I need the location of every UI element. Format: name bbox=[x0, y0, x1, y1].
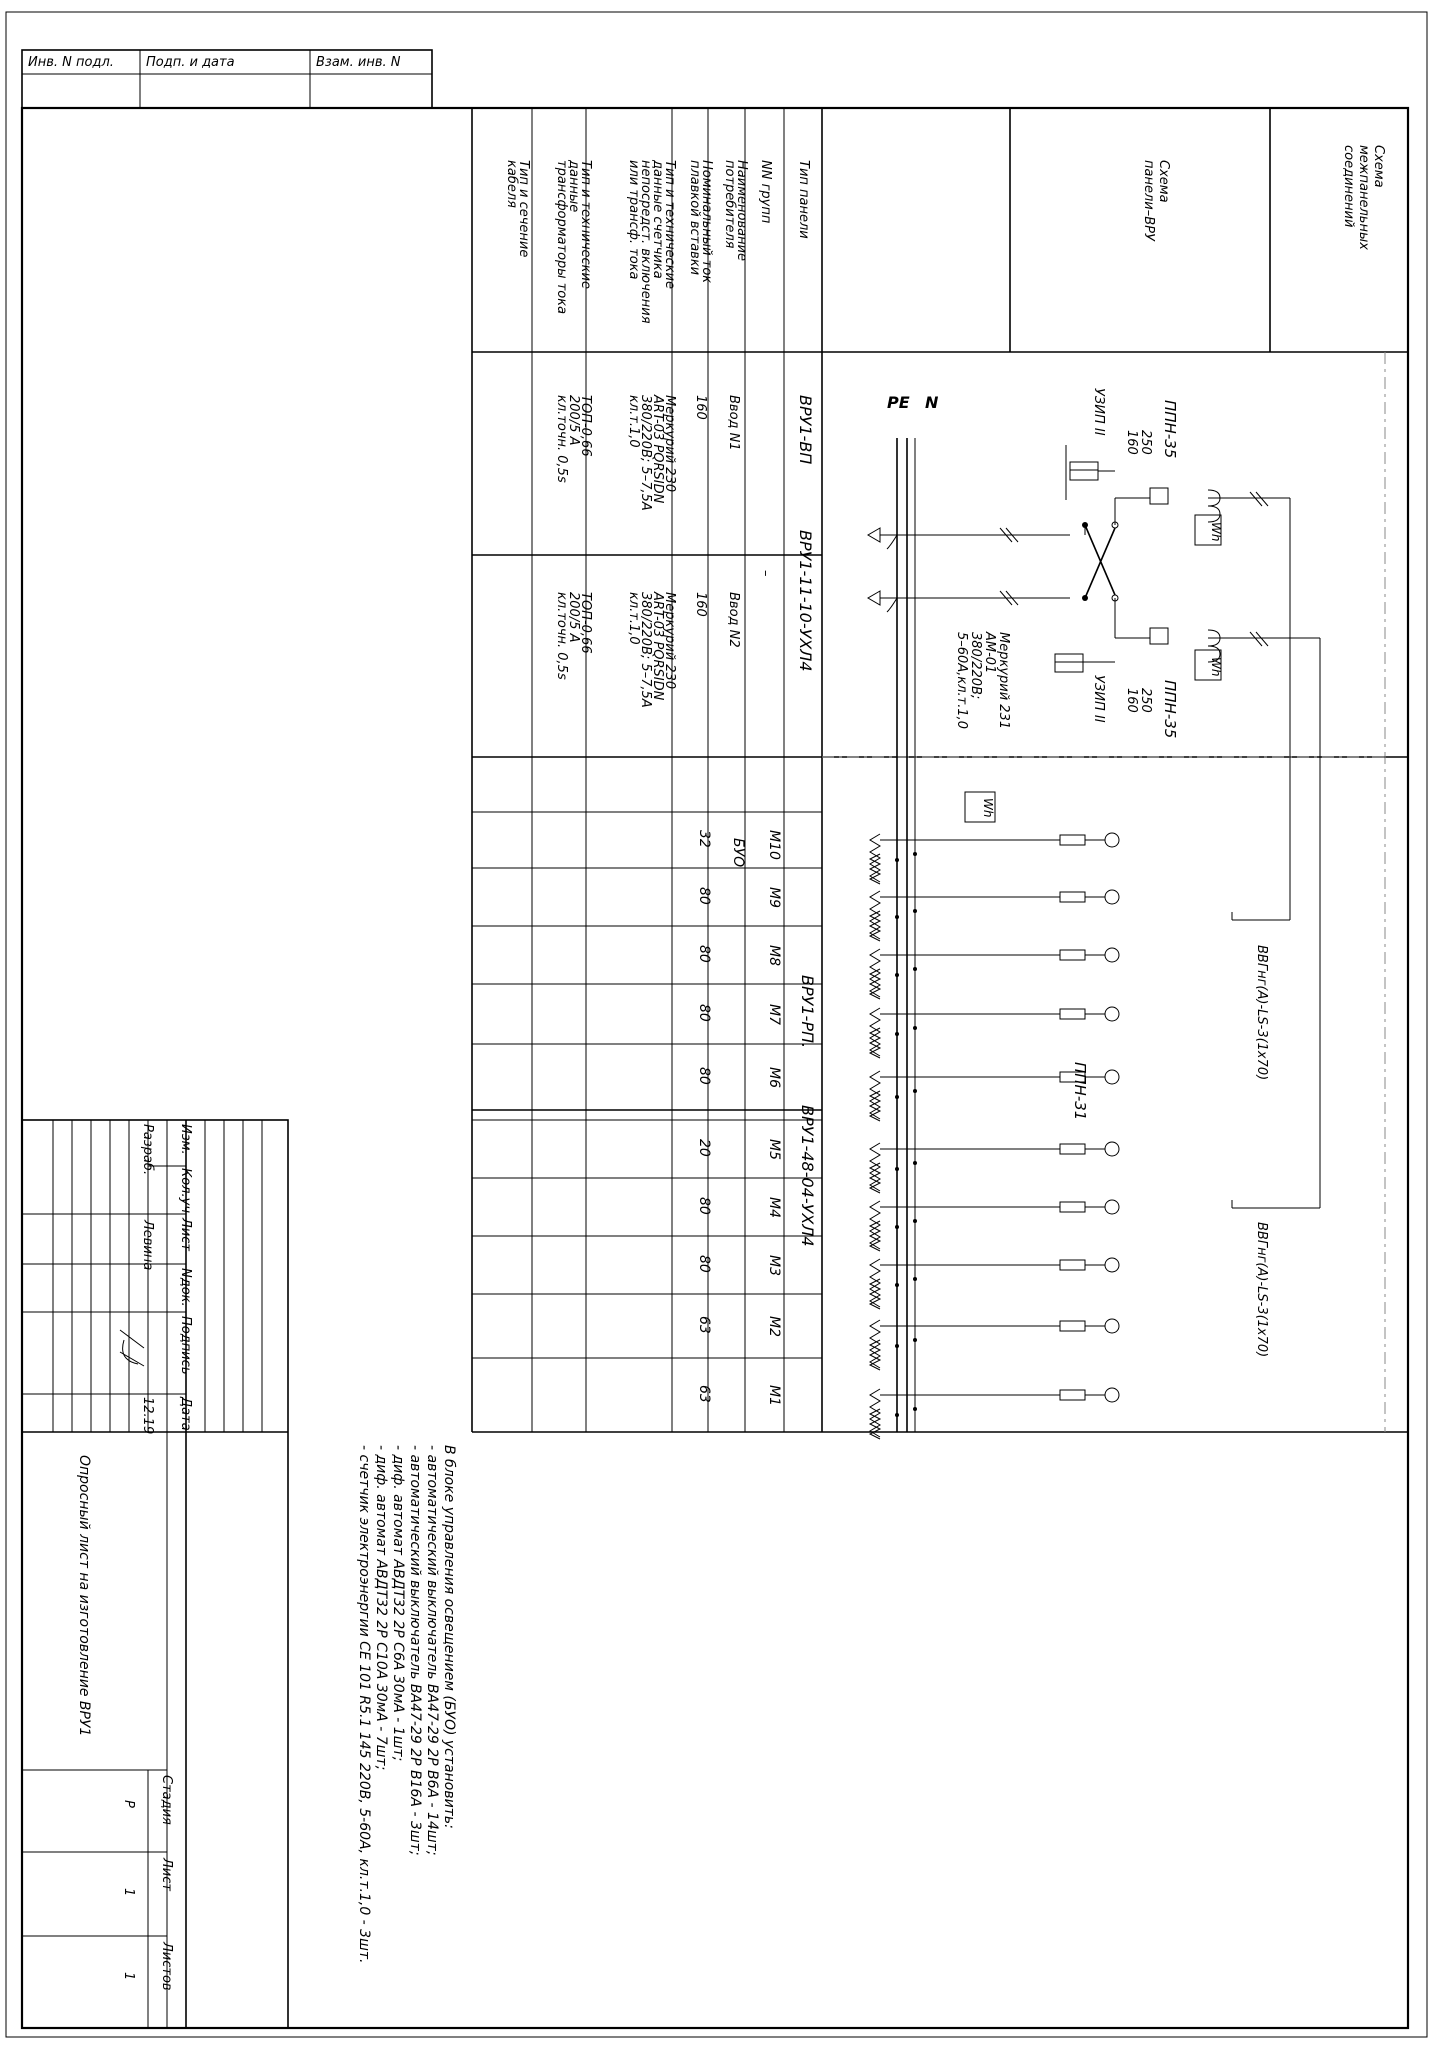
tb-listov: Листов bbox=[159, 1942, 174, 1991]
tb-razrab: Разраб. bbox=[140, 1124, 155, 1176]
rp-group-3: М7 bbox=[766, 1004, 782, 1025]
header-tt-2: данные bbox=[566, 160, 581, 213]
header-schema-conn-2: межпанельных bbox=[1356, 145, 1371, 250]
rp-group-2: М8 bbox=[766, 945, 782, 966]
input-dash: – bbox=[758, 570, 773, 577]
bus-n-label: N bbox=[925, 393, 939, 412]
stamp-inv-podl: Инв. N подл. bbox=[28, 55, 114, 70]
bus-pe-label: PE bbox=[887, 393, 910, 412]
drawing-frame bbox=[22, 108, 1408, 2028]
feeder-terminal-9 bbox=[1105, 1388, 1119, 1402]
input1-meter-4: кл.т.1,0 bbox=[626, 395, 641, 448]
input2-meter-2: ART-03 PQRSIDN bbox=[650, 592, 665, 701]
input2-tt-3: кл.точн. 0,5s bbox=[554, 592, 569, 680]
stamp-vzam-inv: Взам. инв. N bbox=[316, 55, 401, 70]
rp-current-labels bbox=[696, 830, 712, 1403]
rp-current-3: 80 bbox=[696, 1004, 712, 1022]
input1-tt-1: ТОП-0,66 bbox=[578, 395, 593, 457]
header-current-2: плавкой вставки bbox=[687, 160, 702, 276]
header-tt-1: Тип и технические bbox=[578, 160, 593, 289]
header-consumers-1: Наименование bbox=[734, 160, 749, 262]
note-0: В блоке управления освещением (БУО) установить: bbox=[441, 1445, 457, 1829]
ppn35-1-val2: 160 bbox=[1124, 430, 1139, 455]
rp-group-0: М10 bbox=[766, 830, 782, 860]
wh-m10-label: Wh bbox=[981, 798, 995, 818]
note-2: - автоматический выключатель ВА47-29 2P B16А - 3шт; bbox=[407, 1445, 423, 1856]
rp-group-1: М9 bbox=[766, 887, 782, 908]
schematic-rp-extra bbox=[965, 792, 1320, 1357]
tb-podpis: Подпись bbox=[178, 1316, 193, 1375]
feeder-terminal-6 bbox=[1105, 1200, 1119, 1214]
page-edge bbox=[6, 12, 1427, 2037]
input1-meter-2: ART-03 PQRSIDN bbox=[650, 395, 665, 504]
rp-current-6: 80 bbox=[696, 1197, 712, 1215]
note-3: - диф. автомат АВДТ32 2Р С6А 30мА - 1шт; bbox=[390, 1445, 406, 1762]
feeder-fuse-9 bbox=[1060, 1390, 1085, 1400]
rp-current-0: 32 bbox=[696, 830, 712, 848]
header-current-1: Номинальный ток bbox=[699, 160, 714, 284]
cable-2-label: ВВГнг(А)-LS-3(1х70) bbox=[1254, 1222, 1269, 1358]
header-schema-panel-1: Схема bbox=[1156, 160, 1171, 203]
ppn31-label: ППН-31 bbox=[1071, 1062, 1089, 1121]
header-meter-3: непосредст. включения bbox=[638, 160, 653, 324]
rp-group-5: М5 bbox=[766, 1139, 782, 1160]
feeder-terminal-1 bbox=[1105, 890, 1119, 904]
panel-vp-full: ВРУ1-11-10-УХЛ4 bbox=[796, 530, 815, 672]
feeder-terminal-4 bbox=[1105, 1070, 1119, 1084]
header-cable-2: кабеля bbox=[504, 160, 519, 208]
tb-list: Лист bbox=[178, 1218, 193, 1251]
input2-tt-2: 200/5 А bbox=[566, 592, 581, 643]
tb-author: Левина bbox=[140, 1220, 155, 1271]
feeder-terminal-5 bbox=[1105, 1142, 1119, 1156]
fuse-2 bbox=[1150, 628, 1168, 644]
schematic-inputs bbox=[822, 352, 1385, 1432]
rp-group-6: М4 bbox=[766, 1197, 782, 1218]
rp-current-9: 63 bbox=[696, 1385, 712, 1403]
feeder-fuse-2 bbox=[1060, 950, 1085, 960]
header-schema-panel-2: панели–ВРУ bbox=[1141, 160, 1156, 241]
rp-group-7: М3 bbox=[766, 1255, 782, 1276]
tb-doc-title: Опросный лист на изготовление ВРУ1 bbox=[76, 1455, 92, 1737]
input2-name: Ввод N2 bbox=[726, 592, 741, 648]
feeder-fuse-1 bbox=[1060, 892, 1085, 902]
ppn35-1-label: ППН-35 bbox=[1161, 400, 1179, 459]
input1-tt-2: 200/5 А bbox=[566, 395, 581, 446]
feeder-fuse-7 bbox=[1060, 1260, 1085, 1270]
panel-vp-label: ВРУ1-ВП bbox=[796, 395, 815, 465]
input1-tt-3: кл.точн. 0,5s bbox=[554, 395, 569, 483]
wh-2-label: Wh bbox=[1209, 657, 1223, 677]
input2-meter-3: 380/220В; 5–7,5А bbox=[638, 592, 653, 708]
rp-current-7: 80 bbox=[696, 1255, 712, 1273]
feeder-fuse-3 bbox=[1060, 1009, 1085, 1019]
header-cable-1: Тип и сечение bbox=[516, 160, 531, 258]
tb-izm: Изм. bbox=[178, 1124, 193, 1155]
tb-stadiya: Стадия bbox=[159, 1775, 174, 1825]
input-panel-texts bbox=[554, 394, 815, 708]
feeder-terminal-8 bbox=[1105, 1319, 1119, 1333]
rp-group-9: М1 bbox=[766, 1385, 782, 1406]
input2-meter-1: Меркурий 230 bbox=[662, 592, 677, 690]
input1-meter-3: 380/220В; 5–7,5А bbox=[638, 395, 653, 511]
feeder-fuse-6 bbox=[1060, 1202, 1085, 1212]
ppn35-1-val1: 250 bbox=[1138, 430, 1153, 455]
rp-consumer-m10: БУО bbox=[730, 838, 746, 868]
tb-sheet-val: 1 bbox=[121, 1888, 136, 1897]
cable-1-label: ВВГнг(А)-LS-3(1х70) bbox=[1254, 945, 1269, 1081]
header-panel-type: Тип панели bbox=[796, 160, 811, 239]
rp-panel-full: ВРУ1-48-04-УХЛ4 bbox=[798, 1105, 817, 1247]
feeder-fuse-5 bbox=[1060, 1144, 1085, 1154]
input2-tt-1: ТОП-0,66 bbox=[578, 592, 593, 654]
rp-current-8: 63 bbox=[696, 1316, 712, 1334]
rp-current-5: 20 bbox=[696, 1139, 712, 1157]
rp-current-2: 80 bbox=[696, 945, 712, 963]
ppn35-2-label: ППН-35 bbox=[1161, 680, 1179, 739]
notes-block bbox=[356, 1445, 457, 1964]
input1-meter-1: Меркурий 230 bbox=[662, 395, 677, 493]
ppn35-2-val2: 160 bbox=[1124, 688, 1139, 713]
header-schema-conn-3: соединений bbox=[1341, 145, 1356, 228]
ct-1-coil bbox=[1208, 490, 1220, 522]
earth-arrow-1 bbox=[868, 528, 880, 542]
title-block bbox=[22, 1120, 288, 2028]
header-groups: NN групп bbox=[758, 160, 773, 224]
feeder-fuse-0 bbox=[1060, 835, 1085, 845]
input2-current: 160 bbox=[693, 592, 708, 617]
uzip-1-box bbox=[1070, 462, 1098, 480]
tb-list-label: Лист bbox=[159, 1858, 174, 1891]
rp-current-4: 80 bbox=[696, 1067, 712, 1085]
rp-panel-name: ВРУ1-РП. bbox=[798, 975, 817, 1049]
note-1: - автоматический выключатель ВА47-29 2P B6А - 14шт; bbox=[424, 1445, 440, 1856]
tb-stage-val: Р bbox=[121, 1800, 136, 1808]
tb-koluch: Кол.уч bbox=[178, 1168, 193, 1213]
uzip-2-box bbox=[1055, 654, 1083, 672]
stamp-podp-data: Подп. и дата bbox=[146, 55, 235, 70]
header-meter-1: Тип и технические bbox=[662, 160, 677, 289]
feeder-fuse-8 bbox=[1060, 1321, 1085, 1331]
header-tt-3: трансформаторы тока bbox=[554, 160, 569, 315]
ppn35-2-val1: 250 bbox=[1138, 688, 1153, 713]
fuse-1 bbox=[1150, 488, 1168, 504]
feeder-terminal-0 bbox=[1105, 833, 1119, 847]
note-5: - счетчик электроэнергии CE 101 R5.1 145 220В, 5-60А, кл.т.1,0 - 3шт. bbox=[356, 1445, 372, 1964]
header-meter-2: данные счетчика bbox=[650, 160, 665, 279]
feeder-terminal-7 bbox=[1105, 1258, 1119, 1272]
wh-1-label: Wh bbox=[1209, 522, 1223, 542]
meter231-3: 380/220В; bbox=[968, 632, 983, 700]
meter231-1: Меркурий 231 bbox=[996, 632, 1011, 730]
tb-data: Дата bbox=[178, 1397, 193, 1431]
header-texts bbox=[504, 145, 1386, 324]
rp-group-labels bbox=[766, 830, 782, 1406]
feeder-terminal-3 bbox=[1105, 1007, 1119, 1021]
ats-arm-2 bbox=[1085, 525, 1115, 595]
rp-group-4: М6 bbox=[766, 1067, 782, 1088]
rp-panel-texts bbox=[696, 830, 817, 1406]
uzip-1-label: УЗИП II bbox=[1091, 388, 1106, 436]
input1-name: Ввод N1 bbox=[726, 395, 741, 451]
rp-group-8: М2 bbox=[766, 1316, 782, 1337]
uzip-2-label: УЗИП II bbox=[1091, 675, 1106, 723]
input1-current: 160 bbox=[693, 395, 708, 420]
header-consumers-2: потребителя bbox=[722, 160, 737, 249]
tb-ndok: Nдок. bbox=[178, 1268, 193, 1307]
note-4: - диф. автомат АВДТ32 2Р С10А 30мА - 7шт; bbox=[373, 1445, 389, 1771]
tb-sheets-val: 1 bbox=[121, 1972, 136, 1981]
ats-arm-1 bbox=[1085, 528, 1115, 598]
meter231-2: AM-01 bbox=[982, 632, 997, 674]
input2-meter-4: кл.т.1,0 bbox=[626, 592, 641, 645]
tb-date: 12.19 bbox=[140, 1397, 155, 1435]
meter231-4: 5–60А,кл.т.1,0 bbox=[954, 632, 969, 730]
earth-arrow-2 bbox=[868, 591, 880, 605]
tb-signature bbox=[120, 1330, 144, 1366]
header-schema-conn-1: Схема bbox=[1371, 145, 1386, 188]
rp-current-1: 80 bbox=[696, 887, 712, 905]
stamp-top-left bbox=[22, 50, 432, 108]
feeder-terminal-2 bbox=[1105, 948, 1119, 962]
header-meter-4: или трансф. тока bbox=[626, 160, 641, 280]
